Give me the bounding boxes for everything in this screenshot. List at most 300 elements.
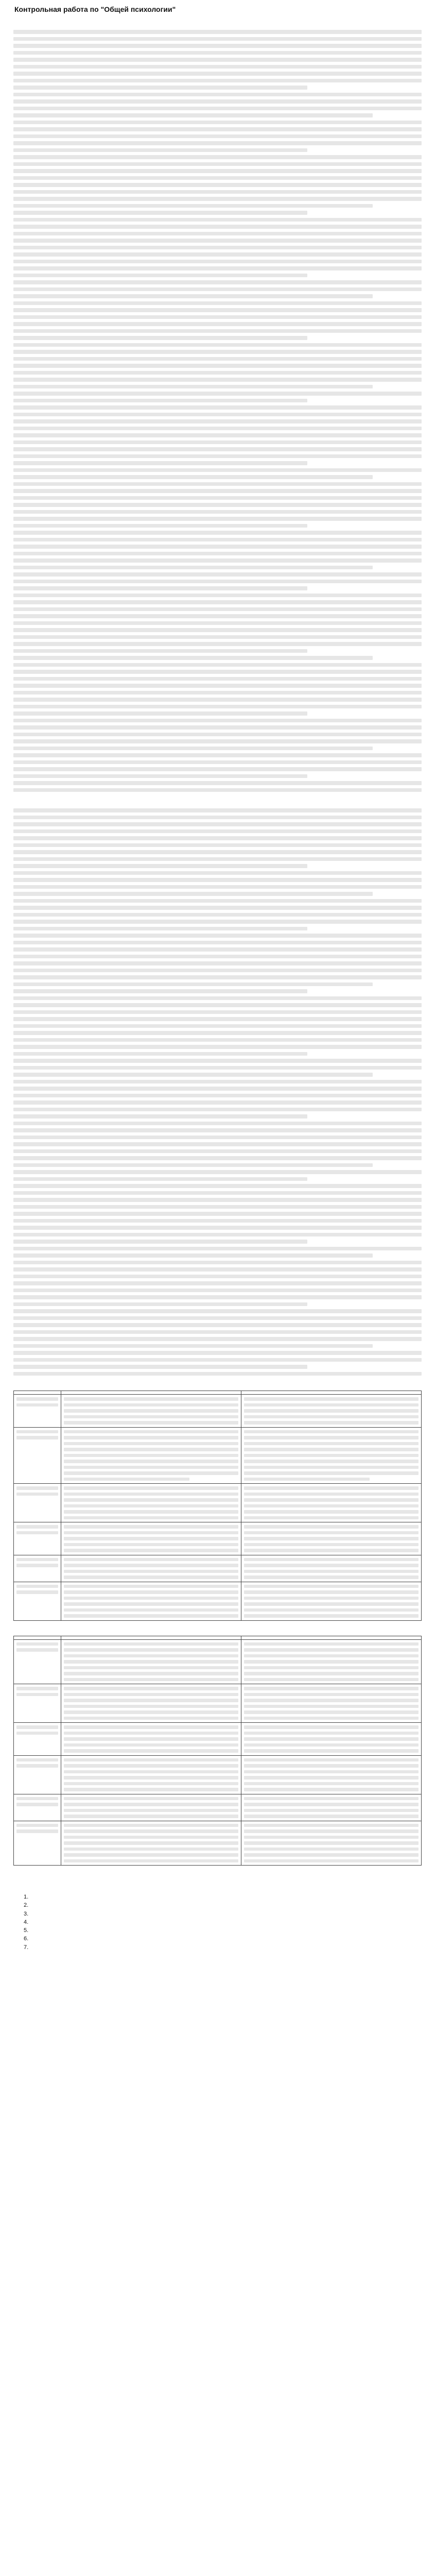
text-line-placeholder <box>64 1687 238 1690</box>
text-line-placeholder <box>64 1537 238 1540</box>
reference-number: 4. <box>24 1919 29 1925</box>
table-cell <box>241 1522 422 1555</box>
text-line-placeholder <box>13 892 373 896</box>
text-line-placeholder <box>244 1510 418 1514</box>
question-heading <box>16 1381 422 1388</box>
text-line-placeholder <box>13 489 422 493</box>
table-cell <box>61 1582 241 1620</box>
reference-item <box>24 1936 422 1942</box>
table-cell <box>61 1484 241 1522</box>
text-line-placeholder <box>13 121 422 125</box>
text-line-placeholder <box>13 308 422 312</box>
text-line-placeholder <box>16 1430 58 1434</box>
text-line-placeholder <box>13 580 422 584</box>
text-line-placeholder <box>13 322 422 326</box>
table-cell <box>61 1639 241 1684</box>
text-line-placeholder <box>244 1471 418 1475</box>
text-line-placeholder <box>64 1549 238 1552</box>
text-line-placeholder <box>244 1442 418 1446</box>
table-body <box>14 1639 422 1866</box>
row-label-cell <box>14 1794 61 1821</box>
table-cell <box>241 1639 422 1684</box>
text-line-placeholder <box>16 1797 58 1801</box>
text-line-placeholder <box>244 1436 418 1439</box>
text-line-placeholder <box>64 1782 238 1786</box>
text-line-placeholder <box>13 392 422 396</box>
text-line-placeholder <box>13 1219 422 1223</box>
text-line-placeholder <box>13 1289 422 1293</box>
table-row <box>14 1522 422 1555</box>
text-line-placeholder <box>13 857 422 861</box>
text-line-placeholder <box>244 1749 418 1753</box>
text-line-placeholder <box>64 1525 238 1529</box>
text-line-placeholder <box>16 1403 58 1407</box>
text-line-placeholder <box>244 1693 418 1697</box>
text-line-placeholder <box>13 301 422 306</box>
references-heading <box>13 1883 422 1890</box>
table-row <box>14 1555 422 1582</box>
text-line-placeholder <box>64 1602 238 1606</box>
table-row <box>14 1395 422 1428</box>
text-line-placeholder <box>13 287 422 292</box>
text-line-placeholder <box>244 1466 418 1469</box>
text-line-placeholder <box>13 982 373 987</box>
text-line-placeholder <box>244 1564 418 1567</box>
text-line-placeholder <box>13 760 422 765</box>
text-line-placeholder <box>13 1080 422 1084</box>
text-line-placeholder <box>16 1397 58 1401</box>
text-line-placeholder <box>64 1478 189 1481</box>
text-line-placeholder <box>13 934 422 938</box>
text-line-placeholder <box>13 260 422 264</box>
text-line-placeholder <box>13 266 422 270</box>
table-row <box>14 1639 422 1684</box>
text-line-placeholder <box>13 155 422 159</box>
text-line-placeholder <box>13 517 422 521</box>
text-line-placeholder <box>16 1758 58 1762</box>
text-line-placeholder <box>13 148 307 152</box>
table-row <box>14 1684 422 1723</box>
text-line-placeholder <box>13 829 422 834</box>
column-header <box>241 1391 422 1395</box>
text-line-placeholder <box>13 1205 422 1209</box>
text-line-placeholder <box>13 843 422 848</box>
text-line-placeholder <box>16 1648 58 1652</box>
text-line-placeholder <box>13 1191 422 1195</box>
text-line-placeholder <box>13 350 422 354</box>
text-line-placeholder <box>64 1543 238 1547</box>
text-line-placeholder <box>13 545 422 549</box>
text-line-placeholder <box>13 1247 422 1251</box>
text-line-placeholder <box>64 1575 238 1579</box>
text-line-placeholder <box>244 1672 418 1675</box>
text-line-placeholder <box>13 1122 422 1126</box>
text-line-placeholder <box>244 1836 418 1839</box>
table-cell <box>241 1582 422 1620</box>
text-line-placeholder <box>13 864 307 868</box>
text-line-placeholder <box>244 1758 418 1762</box>
row-label-cell <box>14 1522 61 1555</box>
text-line-placeholder <box>64 1776 238 1780</box>
text-line-placeholder <box>13 1087 422 1091</box>
text-line-placeholder <box>64 1770 238 1774</box>
question-4 <box>13 1626 422 1876</box>
text-line-placeholder <box>244 1797 418 1801</box>
text-line-placeholder <box>64 1516 238 1520</box>
text-line-placeholder <box>13 232 422 236</box>
text-line-placeholder <box>244 1687 418 1690</box>
text-line-placeholder <box>244 1642 418 1646</box>
text-line-placeholder <box>13 315 422 319</box>
text-line-placeholder <box>64 1531 238 1535</box>
text-line-placeholder <box>64 1442 238 1446</box>
text-line-placeholder <box>13 975 422 979</box>
text-line-placeholder <box>64 1460 238 1463</box>
text-line-placeholder <box>13 1337 422 1341</box>
text-line-placeholder <box>13 1198 422 1202</box>
row-label-cell <box>14 1639 61 1684</box>
text-line-placeholder <box>244 1678 418 1682</box>
text-line-placeholder <box>16 1436 58 1439</box>
text-line-placeholder <box>13 739 422 743</box>
text-line-placeholder <box>13 413 422 417</box>
text-line-placeholder <box>13 482 422 486</box>
text-line-placeholder <box>13 808 422 812</box>
text-line-placeholder <box>13 691 422 695</box>
text-line-placeholder <box>244 1815 418 1818</box>
text-line-placeholder <box>244 1486 418 1490</box>
text-line-placeholder <box>64 1758 238 1762</box>
text-line-placeholder <box>13 1365 307 1369</box>
text-line-placeholder <box>244 1848 418 1851</box>
table-header-row <box>14 1636 422 1639</box>
text-line-placeholder <box>13 1344 373 1348</box>
text-line-placeholder <box>64 1409 238 1413</box>
text-line-placeholder <box>64 1430 238 1434</box>
table-cell <box>241 1395 422 1428</box>
text-line-placeholder <box>13 65 422 69</box>
text-line-placeholder <box>13 1100 422 1105</box>
text-line-placeholder <box>64 1648 238 1652</box>
row-label-cell <box>14 1555 61 1582</box>
text-line-placeholder <box>64 1466 238 1469</box>
text-line-placeholder <box>13 1184 422 1188</box>
text-line-placeholder <box>244 1549 418 1552</box>
text-line-placeholder <box>13 99 422 104</box>
text-line-placeholder <box>13 947 422 952</box>
text-line-placeholder <box>244 1409 418 1413</box>
text-line-placeholder <box>64 1570 238 1573</box>
text-line-placeholder <box>13 1309 422 1313</box>
text-line-placeholder <box>13 1066 422 1070</box>
text-line-placeholder <box>13 996 422 1001</box>
text-line-placeholder <box>13 113 373 117</box>
text-line-placeholder <box>244 1705 418 1708</box>
text-line-placeholder <box>16 1564 58 1567</box>
text-line-placeholder <box>13 607 422 612</box>
text-line-placeholder <box>13 190 422 194</box>
text-line-placeholder <box>244 1824 418 1827</box>
text-line-placeholder <box>16 1531 58 1535</box>
text-line-placeholder <box>244 1575 418 1579</box>
text-line-placeholder <box>13 1045 422 1049</box>
text-line-placeholder <box>13 86 307 90</box>
text-line-placeholder <box>64 1737 238 1741</box>
text-line-placeholder <box>244 1654 418 1658</box>
text-line-placeholder <box>13 1295 422 1299</box>
text-line-placeholder <box>64 1642 238 1646</box>
text-line-placeholder <box>13 371 422 375</box>
reference-number: 2. <box>24 1902 29 1909</box>
text-line-placeholder <box>13 329 422 333</box>
text-line-placeholder <box>13 246 422 250</box>
text-line-placeholder <box>13 1170 422 1174</box>
table-body <box>14 1395 422 1621</box>
text-line-placeholder <box>64 1678 238 1682</box>
table-cell <box>241 1755 422 1794</box>
table-cell <box>61 1755 241 1794</box>
text-line-placeholder <box>64 1590 238 1594</box>
text-line-placeholder <box>13 1136 422 1140</box>
text-line-placeholder <box>13 649 307 653</box>
text-line-placeholder <box>64 1585 238 1588</box>
text-line-placeholder <box>64 1699 238 1702</box>
table-cell <box>241 1684 422 1723</box>
text-line-placeholder <box>244 1454 418 1458</box>
text-line-placeholder <box>13 37 422 41</box>
text-line-placeholder <box>244 1570 418 1573</box>
text-line-placeholder <box>13 364 422 368</box>
text-line-placeholder <box>244 1717 418 1720</box>
text-line-placeholder <box>64 1841 238 1845</box>
text-line-placeholder <box>13 989 307 993</box>
text-line-placeholder <box>64 1788 238 1791</box>
text-line-placeholder <box>64 1493 238 1496</box>
text-line-placeholder <box>64 1504 238 1508</box>
reference-list <box>13 1883 422 1951</box>
text-line-placeholder <box>13 969 422 973</box>
reference-item <box>24 1911 422 1918</box>
text-line-placeholder <box>244 1725 418 1729</box>
table-row <box>14 1582 422 1620</box>
text-line-placeholder <box>244 1776 418 1780</box>
text-line-placeholder <box>13 252 422 257</box>
text-line-placeholder <box>13 1149 422 1154</box>
table-row <box>14 1794 422 1821</box>
text-line-placeholder <box>13 447 422 451</box>
table-row <box>14 1723 422 1756</box>
text-line-placeholder <box>13 183 422 187</box>
text-line-placeholder <box>13 44 422 48</box>
text-line-placeholder <box>13 906 422 910</box>
text-line-placeholder <box>244 1770 418 1774</box>
text-line-placeholder <box>64 1824 238 1827</box>
text-line-placeholder <box>16 1693 58 1697</box>
text-line-placeholder <box>244 1493 418 1496</box>
text-line-placeholder <box>244 1732 418 1735</box>
text-line-placeholder <box>13 1281 422 1285</box>
table-cell <box>241 1484 422 1522</box>
table-cell <box>241 1794 422 1821</box>
text-line-placeholder <box>13 440 422 445</box>
text-line-placeholder <box>13 134 422 139</box>
text-line-placeholder <box>13 1163 373 1167</box>
text-line-placeholder <box>13 753 422 757</box>
text-line-placeholder <box>13 698 422 702</box>
text-line-placeholder <box>13 552 422 556</box>
text-line-placeholder <box>13 107 422 111</box>
text-line-placeholder <box>13 503 422 507</box>
text-line-placeholder <box>244 1531 418 1535</box>
text-line-placeholder <box>13 1358 422 1362</box>
text-line-placeholder <box>13 663 422 667</box>
text-line-placeholder <box>244 1585 418 1588</box>
question-2 <box>13 797 422 1376</box>
text-line-placeholder <box>244 1809 418 1812</box>
question-heading <box>16 1626 422 1633</box>
text-line-placeholder <box>13 127 422 131</box>
text-line-placeholder <box>64 1797 238 1801</box>
text-line-placeholder <box>13 1212 422 1216</box>
question-heading <box>16 19 422 26</box>
text-line-placeholder <box>13 725 422 730</box>
text-line-placeholder <box>244 1764 418 1768</box>
text-line-placeholder <box>16 1585 58 1588</box>
column-header <box>61 1636 241 1639</box>
text-line-placeholder <box>13 586 307 590</box>
text-line-placeholder <box>13 385 373 389</box>
text-line-placeholder <box>244 1590 418 1594</box>
text-line-placeholder <box>16 1687 58 1690</box>
text-line-placeholder <box>64 1848 238 1851</box>
text-line-placeholder <box>13 1038 422 1042</box>
text-line-placeholder <box>244 1430 418 1434</box>
text-line-placeholder <box>13 1142 422 1146</box>
question-1 <box>13 19 422 792</box>
text-line-placeholder <box>13 30 422 34</box>
text-line-placeholder <box>13 711 307 716</box>
text-line-placeholder <box>64 1454 238 1458</box>
text-line-placeholder <box>64 1614 238 1618</box>
text-line-placeholder <box>13 572 422 577</box>
text-line-placeholder <box>13 1003 422 1007</box>
reference-item <box>24 1927 422 1934</box>
table-cell <box>61 1684 241 1723</box>
text-line-placeholder <box>13 1010 422 1014</box>
text-line-placeholder <box>64 1749 238 1753</box>
table-cell <box>241 1427 422 1484</box>
text-line-placeholder <box>64 1693 238 1697</box>
text-line-placeholder <box>13 399 307 403</box>
text-line-placeholder <box>13 774 307 778</box>
text-line-placeholder <box>64 1829 238 1833</box>
text-line-placeholder <box>13 788 422 792</box>
text-line-placeholder <box>13 621 422 625</box>
text-line-placeholder <box>64 1597 238 1600</box>
text-line-placeholder <box>16 1486 58 1490</box>
text-line-placeholder <box>13 635 422 639</box>
table-cell <box>61 1794 241 1821</box>
text-line-placeholder <box>13 1052 307 1056</box>
text-line-placeholder <box>13 510 422 514</box>
reference-item <box>24 1919 422 1926</box>
text-line-placeholder <box>244 1498 418 1502</box>
column-header <box>61 1391 241 1395</box>
text-line-placeholder <box>13 1316 422 1320</box>
text-line-placeholder <box>64 1815 238 1818</box>
text-line-placeholder <box>13 475 373 479</box>
text-line-placeholder <box>13 211 307 215</box>
text-line-placeholder <box>244 1614 418 1618</box>
text-line-placeholder <box>13 767 422 771</box>
reference-item <box>24 1944 422 1951</box>
answer-body <box>13 807 422 1376</box>
reference-item <box>24 1894 422 1901</box>
text-line-placeholder <box>13 850 422 854</box>
text-line-placeholder <box>13 454 422 459</box>
text-line-placeholder <box>16 1642 58 1646</box>
text-line-placeholder <box>13 733 422 737</box>
text-line-placeholder <box>13 1059 422 1063</box>
text-line-placeholder <box>13 941 422 945</box>
text-line-placeholder <box>13 1031 422 1035</box>
text-line-placeholder <box>13 79 422 83</box>
text-line-placeholder <box>13 343 422 347</box>
text-line-placeholder <box>13 93 422 97</box>
text-line-placeholder <box>64 1415 238 1419</box>
reference-number: 1. <box>24 1894 29 1900</box>
table-cell <box>61 1522 241 1555</box>
text-line-placeholder <box>13 1261 422 1265</box>
text-line-placeholder <box>16 1829 58 1833</box>
text-line-placeholder <box>13 594 422 598</box>
text-line-placeholder <box>64 1486 238 1490</box>
psychophysiology-table <box>13 1636 422 1866</box>
text-line-placeholder <box>13 927 307 931</box>
text-line-placeholder <box>64 1743 238 1747</box>
text-line-placeholder <box>244 1403 418 1407</box>
table-cell <box>61 1555 241 1582</box>
text-line-placeholder <box>13 614 422 618</box>
text-line-placeholder <box>13 670 422 674</box>
text-line-placeholder <box>13 405 422 410</box>
page-title: Контрольная работа по "Общей психологии" <box>14 5 176 13</box>
text-line-placeholder <box>64 1471 238 1475</box>
table-row <box>14 1484 422 1522</box>
text-line-placeholder <box>64 1725 238 1729</box>
text-line-placeholder <box>16 1803 58 1806</box>
text-line-placeholder <box>13 1177 307 1181</box>
text-line-placeholder <box>13 58 422 62</box>
column-header <box>14 1391 61 1395</box>
text-line-placeholder <box>13 378 422 382</box>
table-row <box>14 1755 422 1794</box>
text-line-placeholder <box>244 1543 418 1547</box>
text-line-placeholder <box>16 1824 58 1827</box>
text-line-placeholder <box>244 1710 418 1714</box>
text-line-placeholder <box>13 1275 422 1279</box>
text-line-placeholder <box>64 1498 238 1502</box>
text-line-placeholder <box>13 961 422 965</box>
text-line-placeholder <box>13 822 422 826</box>
text-line-placeholder <box>13 684 422 688</box>
conclusion-paragraph <box>13 1869 422 1875</box>
text-line-placeholder <box>13 913 422 917</box>
row-label-cell <box>14 1755 61 1794</box>
row-label-cell <box>14 1821 61 1866</box>
text-line-placeholder <box>13 294 373 298</box>
table-cell <box>241 1555 422 1582</box>
